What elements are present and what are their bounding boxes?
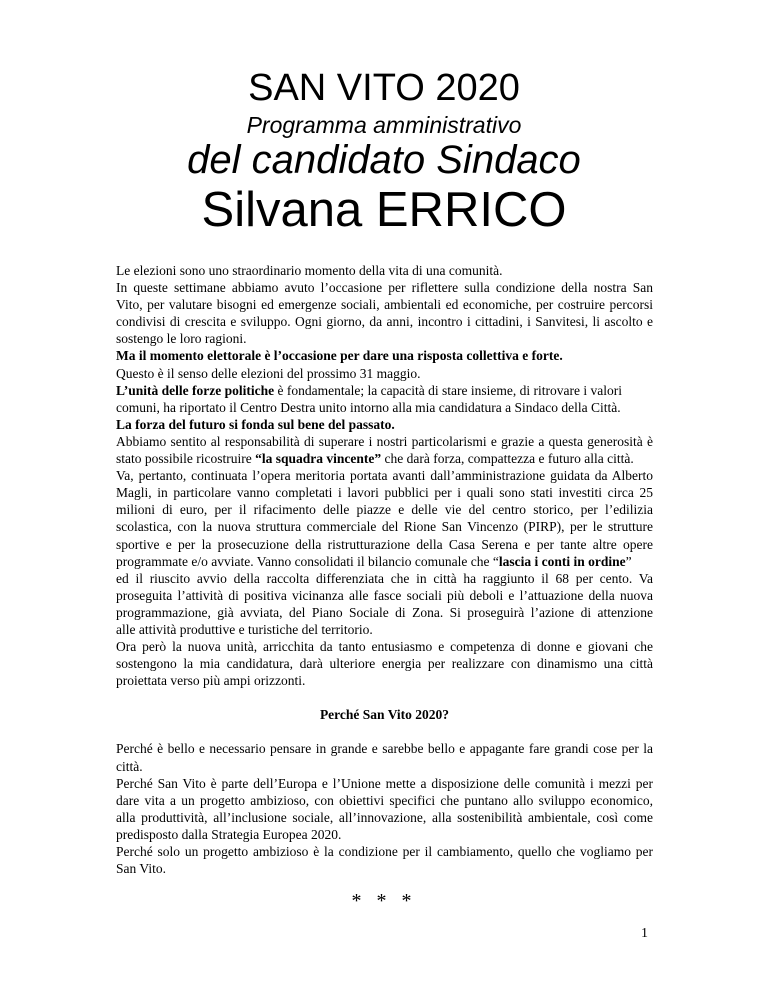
text-fragment: ” (625, 553, 632, 569)
text-line: predisposto dalla Strategia Europea 2020. (116, 826, 342, 842)
text-line: alle attività produttive e turistiche del territorio. (116, 621, 373, 637)
text-line (116, 553, 653, 570)
candidate-line: del candidato Sindaco (187, 138, 581, 182)
section-heading: Perché San Vito 2020? (319, 707, 450, 723)
text-line: sostengono la mia candidatura, darà ulteriore energia per realizzare con dinamismo una città (116, 656, 653, 672)
text-fragment: stato possibile ricostruire (116, 451, 256, 467)
text-line: In queste settimane abbiamo avuto l’occasione per riflettere sulla condizione della nostra San (116, 280, 653, 296)
text-line: dare vita a un progetto ambizioso, con obiettivi specifici che puntano allo sviluppo economico, (116, 792, 653, 808)
document-title: SAN VITO 2020 (248, 67, 520, 109)
bold-phrase: lascia i conti in ordine (498, 553, 626, 569)
text-line: Perché San Vito è parte dell’Europa e l’Unione mette a disposizione delle comunità i mezzi per (116, 775, 653, 791)
text-line: città. (116, 758, 143, 774)
text-line: Questo è il senso delle elezioni del prossimo 31 maggio. (116, 365, 421, 381)
document-body (116, 262, 653, 877)
text-line: Perché è bello e necessario pensare in grande e sarebbe bello e appagante fare grandi cose per la (116, 741, 653, 757)
text-line: San Vito. (116, 861, 166, 877)
text-line: ed il riuscito avvio della raccolta differenziata che in città ha raggiunto il 68 per cento. Va (116, 570, 653, 586)
candidate-name: Silvana ERRICO (201, 183, 567, 237)
text-fragment: è fondamentale; la capacità di stare insieme, di ritrovare i valori (274, 382, 622, 398)
text-line: programmazione, già avviata, del Piano Sociale di Zona. Si proseguirà l’azione di attenzione (116, 604, 653, 620)
bold-statement: La forza del futuro si fonda sul bene del passato. (116, 416, 395, 432)
text-line: Abbiamo sentito al responsabilità di superare i nostri particolarismi e grazie a questa generosità è (116, 433, 653, 449)
text-line (116, 382, 653, 399)
section-separator: * * * (351, 890, 417, 912)
text-line: Perché solo un progetto ambizioso è la condizione per il cambiamento, quello che vogliamo per (116, 844, 653, 859)
text-line: Va, pertanto, continuata l’opera meritoria portata avanti dall’amministrazione guidata da Alberto (116, 468, 653, 484)
text-line: milioni di euro, per il rifacimento delle piazze e delle vie del centro storico, per l’edilizia (116, 502, 653, 518)
spacer (116, 723, 653, 740)
text-line: scolastica, con la nuova struttura commerciale del Rione San Vincenzo (PIRP), per le strutture (116, 519, 653, 535)
text-line: proseguita l’attività di positiva vicinanza alle fasce sociali più deboli e l’attuazione della nuova (116, 587, 653, 603)
text-line (116, 450, 653, 467)
document-subtitle: Programma amministrativo (246, 112, 522, 138)
text-line: Le elezioni sono uno straordinario momento della vita di una comunità. (116, 263, 503, 278)
bold-statement: Ma il momento elettorale è l’occasione per dare una risposta collettiva e forte. (116, 348, 563, 364)
text-line: sportive e per la prosecuzione della ristrutturazione della Casa Serena e per tante altre opere (116, 536, 653, 552)
text-line: sostengo le loro ragioni. (116, 331, 247, 347)
text-line: condivisi di crescita e sviluppo. Ogni giorno, da anni, incontro i cittadini, i Sanvitesi, li ascolto e (116, 314, 653, 330)
bold-phrase: “la squadra vincente” (255, 451, 382, 467)
text-fragment: programmate e/o avviate. Vanno consolidati il bilancio comunale che “ (116, 553, 499, 569)
spacer (116, 689, 653, 706)
text-line: comuni, ha riportato il Centro Destra unito intorno alla mia candidatura a Sindaco della Città. (116, 399, 621, 415)
text-fragment: che darà forza, compattezza e futuro alla città. (381, 451, 634, 467)
bold-phrase: L’unità delle forze politiche (116, 382, 275, 398)
text-line: Magli, in particolare vanno completati i lavori pubblici per i quali sono stati investiti circa 25 (116, 485, 653, 501)
page-number: 1 (641, 926, 648, 941)
text-line: Ora però la nuova unità, arricchita da tanto entusiasmo e competenza di donne e giovani che (116, 639, 653, 655)
text-line: alla produttività, all’inclusione sociale, all’innovazione, alla sostenibilità ambientale, così come (116, 809, 653, 825)
text-line: Vito, per valutare bisogni ed emergenze sociali, ambientali ed economiche, per costruire percorsi (116, 297, 653, 313)
text-line: proiettata verso più ampi orizzonti. (116, 673, 306, 689)
